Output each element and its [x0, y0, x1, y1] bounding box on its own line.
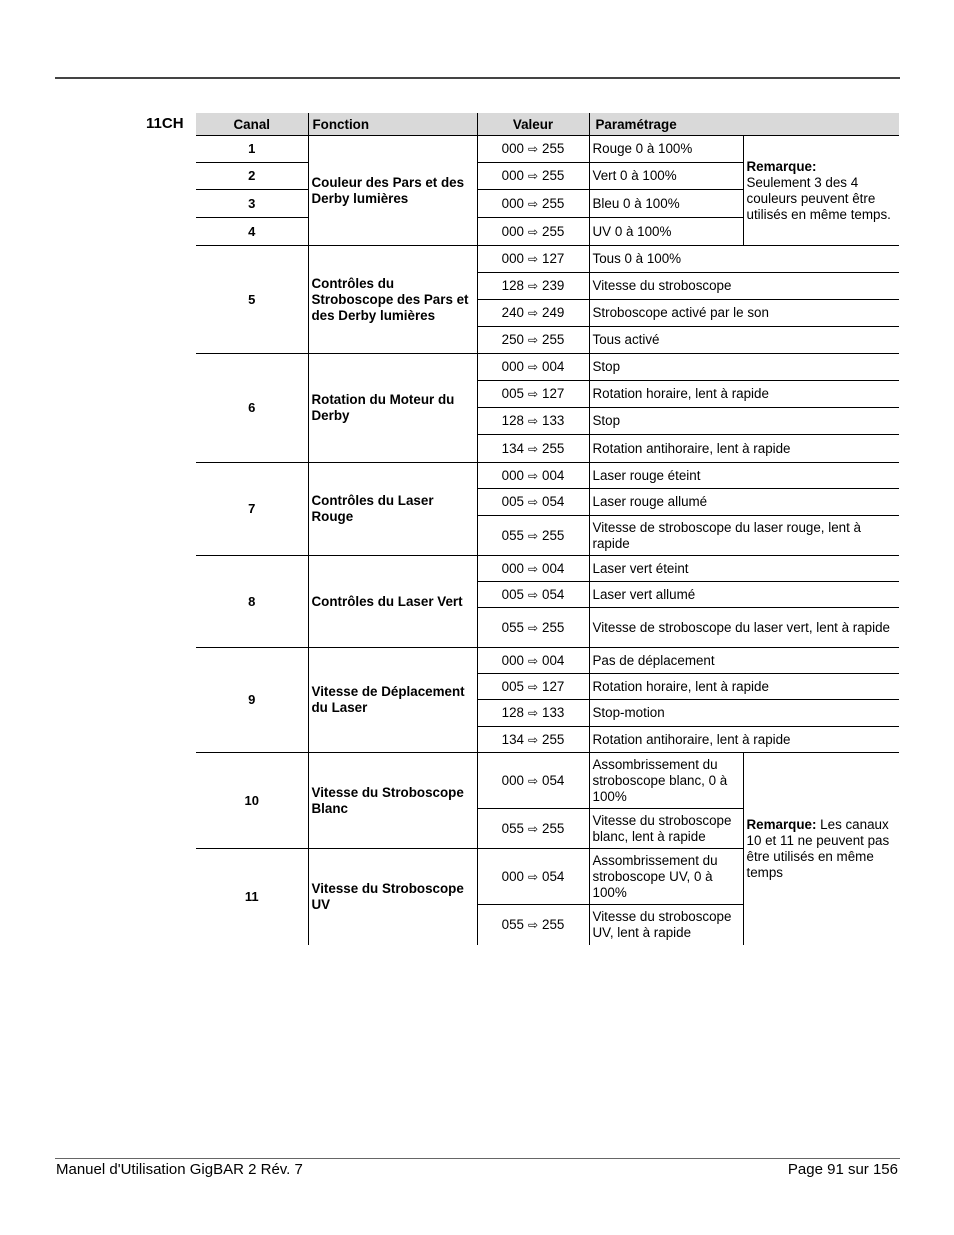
value-to: 054	[542, 586, 565, 602]
value-from: 250	[501, 332, 524, 347]
value-to: 255	[542, 619, 565, 635]
value-from: 240	[501, 305, 524, 320]
valeur-cell	[477, 516, 589, 556]
value-from: 000	[501, 195, 524, 211]
param-cell: Vitesse de stroboscope du laser rouge, lent à rapide	[589, 516, 899, 556]
range-arrow-icon: ⇨	[527, 869, 539, 884]
range-arrow-icon: ⇨	[527, 495, 539, 509]
value-to: 255	[542, 332, 565, 347]
valeur-cell	[477, 608, 589, 648]
param-cell: Rotation antihoraire, lent à rapide	[589, 435, 899, 463]
range-arrow-icon: ⇨	[527, 169, 539, 183]
value-to: 054	[542, 494, 565, 509]
value-from: 055	[501, 916, 524, 932]
header-valeur: Valeur	[477, 113, 589, 136]
range-arrow-icon: ⇨	[527, 468, 539, 483]
valeur-cell	[477, 246, 589, 273]
value-from: 134	[501, 440, 524, 456]
value-from: 128	[501, 705, 524, 720]
param-cell: Rouge 0 à 100%	[589, 136, 743, 163]
param-cell: Tous 0 à 100%	[589, 246, 899, 273]
range-arrow-icon: ⇨	[527, 252, 539, 266]
value-to: 127	[542, 251, 565, 266]
valeur-cell	[477, 300, 589, 327]
range-arrow-icon: ⇨	[527, 620, 539, 635]
note-cell	[743, 753, 899, 945]
value-from: 128	[501, 278, 524, 293]
range-arrow-icon: ⇨	[527, 414, 539, 428]
canal-cell: 8	[196, 556, 308, 648]
range-arrow-icon: ⇨	[527, 561, 539, 576]
valeur-cell	[477, 408, 589, 435]
valeur-cell	[477, 849, 589, 905]
canal-cell: 5	[196, 246, 308, 354]
param-cell: Vitesse du stroboscope	[589, 273, 899, 300]
range-arrow-icon: ⇨	[527, 360, 539, 374]
value-from: 000	[501, 467, 524, 483]
param-cell: Assombrissement du stroboscope blanc, 0 à 100%	[589, 753, 743, 809]
value-to: 255	[542, 916, 565, 932]
valeur-cell	[477, 648, 589, 674]
value-from: 128	[501, 413, 524, 428]
value-from: 134	[501, 731, 524, 747]
canal-cell: 2	[196, 163, 308, 190]
value-to: 004	[542, 359, 565, 374]
fonction-cell: Contrôles du Laser Rouge	[308, 463, 477, 556]
param-cell: Laser vert éteint	[589, 556, 899, 582]
table-row	[196, 246, 899, 273]
value-to: 255	[542, 141, 565, 156]
table-row	[196, 753, 899, 809]
fonction-cell: Vitesse du Stroboscope Blanc	[308, 753, 477, 849]
param-cell: Laser rouge éteint	[589, 463, 899, 489]
param-cell: Rotation antihoraire, lent à rapide	[589, 727, 899, 753]
table-row	[196, 354, 899, 381]
value-to: 239	[542, 278, 565, 293]
table-row	[196, 136, 899, 163]
value-from: 000	[501, 772, 524, 788]
value-to: 255	[542, 223, 565, 239]
valeur-cell	[477, 381, 589, 408]
range-arrow-icon: ⇨	[527, 821, 539, 836]
fonction-cell: Contrôles du Laser Vert	[308, 556, 477, 648]
value-from: 000	[501, 251, 524, 266]
range-arrow-icon: ⇨	[527, 773, 539, 788]
header-rule	[55, 77, 900, 79]
valeur-cell	[477, 809, 589, 849]
range-arrow-icon: ⇨	[527, 441, 539, 456]
value-to: 249	[542, 305, 565, 320]
note-text: Seulement 3 des 4 couleurs peuvent être utilisés en même temps.	[746, 174, 891, 222]
fonction-cell: Vitesse de Déplacement du Laser	[308, 648, 477, 753]
valeur-cell	[477, 727, 589, 753]
valeur-cell	[477, 489, 589, 516]
valeur-cell	[477, 190, 589, 218]
valeur-cell	[477, 273, 589, 300]
valeur-cell	[477, 753, 589, 809]
range-arrow-icon: ⇨	[527, 279, 539, 293]
value-to: 004	[542, 652, 565, 668]
value-to: 255	[542, 168, 565, 183]
range-arrow-icon: ⇨	[527, 333, 539, 347]
canal-cell: 3	[196, 190, 308, 218]
value-from: 000	[501, 141, 524, 156]
valeur-cell	[477, 674, 589, 700]
valeur-cell	[477, 218, 589, 246]
param-cell: Rotation horaire, lent à rapide	[589, 381, 899, 408]
note-label: Remarque:	[746, 158, 817, 174]
param-cell: Stop-motion	[589, 700, 899, 727]
note-text: Les canaux 10 et 11 ne peuvent pas être utilisés en même temps	[746, 816, 890, 880]
param-cell: Vert 0 à 100%	[589, 163, 743, 190]
value-from: 000	[501, 359, 524, 374]
valeur-cell	[477, 905, 589, 945]
param-cell: Bleu 0 à 100%	[589, 190, 743, 218]
note-label: Remarque:	[746, 816, 817, 832]
param-cell: Tous activé	[589, 327, 899, 354]
header-fonction: Fonction	[308, 113, 477, 136]
valeur-cell	[477, 327, 589, 354]
param-cell: Laser vert allumé	[589, 582, 899, 608]
table-row	[196, 648, 899, 674]
valeur-cell	[477, 582, 589, 608]
valeur-cell	[477, 354, 589, 381]
canal-cell: 6	[196, 354, 308, 463]
value-from: 000	[501, 652, 524, 668]
fonction-cell: Contrôles du Stroboscope des Pars et des Derby lumières	[308, 246, 477, 354]
value-to: 255	[542, 820, 565, 836]
mode-label: 11CH	[146, 115, 184, 132]
value-from: 055	[501, 527, 524, 543]
valeur-cell	[477, 435, 589, 463]
range-arrow-icon: ⇨	[527, 706, 539, 720]
canal-cell: 10	[196, 753, 308, 849]
range-arrow-icon: ⇨	[527, 224, 539, 239]
param-cell: Laser rouge allumé	[589, 489, 899, 516]
param-cell: Assombrissement du stroboscope UV, 0 à 100%	[589, 849, 743, 905]
value-from: 000	[501, 868, 524, 884]
param-cell: Pas de déplacement	[589, 648, 899, 674]
table-row	[196, 463, 899, 489]
value-to: 255	[542, 731, 565, 747]
value-to: 054	[542, 868, 565, 884]
param-cell: UV 0 à 100%	[589, 218, 743, 246]
range-arrow-icon: ⇨	[527, 917, 539, 932]
range-arrow-icon: ⇨	[527, 306, 539, 320]
param-cell: Vitesse de stroboscope du laser vert, lent à rapide	[589, 608, 899, 648]
param-cell: Stroboscope activé par le son	[589, 300, 899, 327]
value-to: 255	[542, 195, 565, 211]
range-arrow-icon: ⇨	[527, 679, 539, 694]
footer-rule	[55, 1158, 900, 1159]
table-header-row	[196, 113, 899, 136]
value-to: 127	[542, 386, 565, 401]
value-to: 127	[542, 678, 565, 694]
value-from: 000	[501, 560, 524, 576]
param-cell: Rotation horaire, lent à rapide	[589, 674, 899, 700]
valeur-cell	[477, 463, 589, 489]
valeur-cell	[477, 136, 589, 163]
footer-page-number: Page 91 sur 156	[787, 1161, 898, 1178]
value-from: 000	[501, 223, 524, 239]
value-to: 255	[542, 527, 565, 543]
valeur-cell	[477, 556, 589, 582]
valeur-cell	[477, 163, 589, 190]
canal-cell: 11	[196, 849, 308, 945]
header-canal: Canal	[196, 113, 308, 136]
param-cell: Vitesse du stroboscope blanc, lent à rapide	[589, 809, 743, 849]
header-parametrage: Paramétrage	[589, 113, 899, 136]
value-to: 133	[542, 413, 565, 428]
fonction-cell: Rotation du Moteur du Derby	[308, 354, 477, 463]
param-cell: Stop	[589, 354, 899, 381]
value-to: 255	[542, 440, 565, 456]
range-arrow-icon: ⇨	[527, 528, 539, 543]
value-from: 000	[501, 168, 524, 183]
value-from: 005	[501, 494, 524, 509]
note-cell	[743, 136, 899, 246]
range-arrow-icon: ⇨	[527, 387, 539, 401]
value-from: 055	[501, 820, 524, 836]
range-arrow-icon: ⇨	[527, 587, 539, 602]
param-cell: Vitesse du stroboscope UV, lent à rapide	[589, 905, 743, 945]
value-from: 005	[501, 586, 524, 602]
dmx-channel-table	[196, 113, 899, 945]
table-row	[196, 556, 899, 582]
value-from: 005	[501, 386, 524, 401]
valeur-cell	[477, 700, 589, 727]
value-from: 055	[501, 619, 524, 635]
range-arrow-icon: ⇨	[527, 653, 539, 668]
canal-cell: 9	[196, 648, 308, 753]
value-to: 004	[542, 467, 565, 483]
fonction-cell: Vitesse du Stroboscope UV	[308, 849, 477, 945]
canal-cell: 1	[196, 136, 308, 163]
param-cell: Stop	[589, 408, 899, 435]
range-arrow-icon: ⇨	[527, 142, 539, 156]
value-to: 004	[542, 560, 565, 576]
range-arrow-icon: ⇨	[527, 196, 539, 211]
footer-document-title: Manuel d'Utilisation GigBAR 2 Rév. 7	[56, 1161, 303, 1178]
canal-cell: 4	[196, 218, 308, 246]
value-to: 054	[542, 772, 565, 788]
value-from: 005	[501, 678, 524, 694]
canal-cell: 7	[196, 463, 308, 556]
range-arrow-icon: ⇨	[527, 732, 539, 747]
fonction-cell: Couleur des Pars et des Derby lumières	[308, 136, 477, 246]
value-to: 133	[542, 705, 565, 720]
